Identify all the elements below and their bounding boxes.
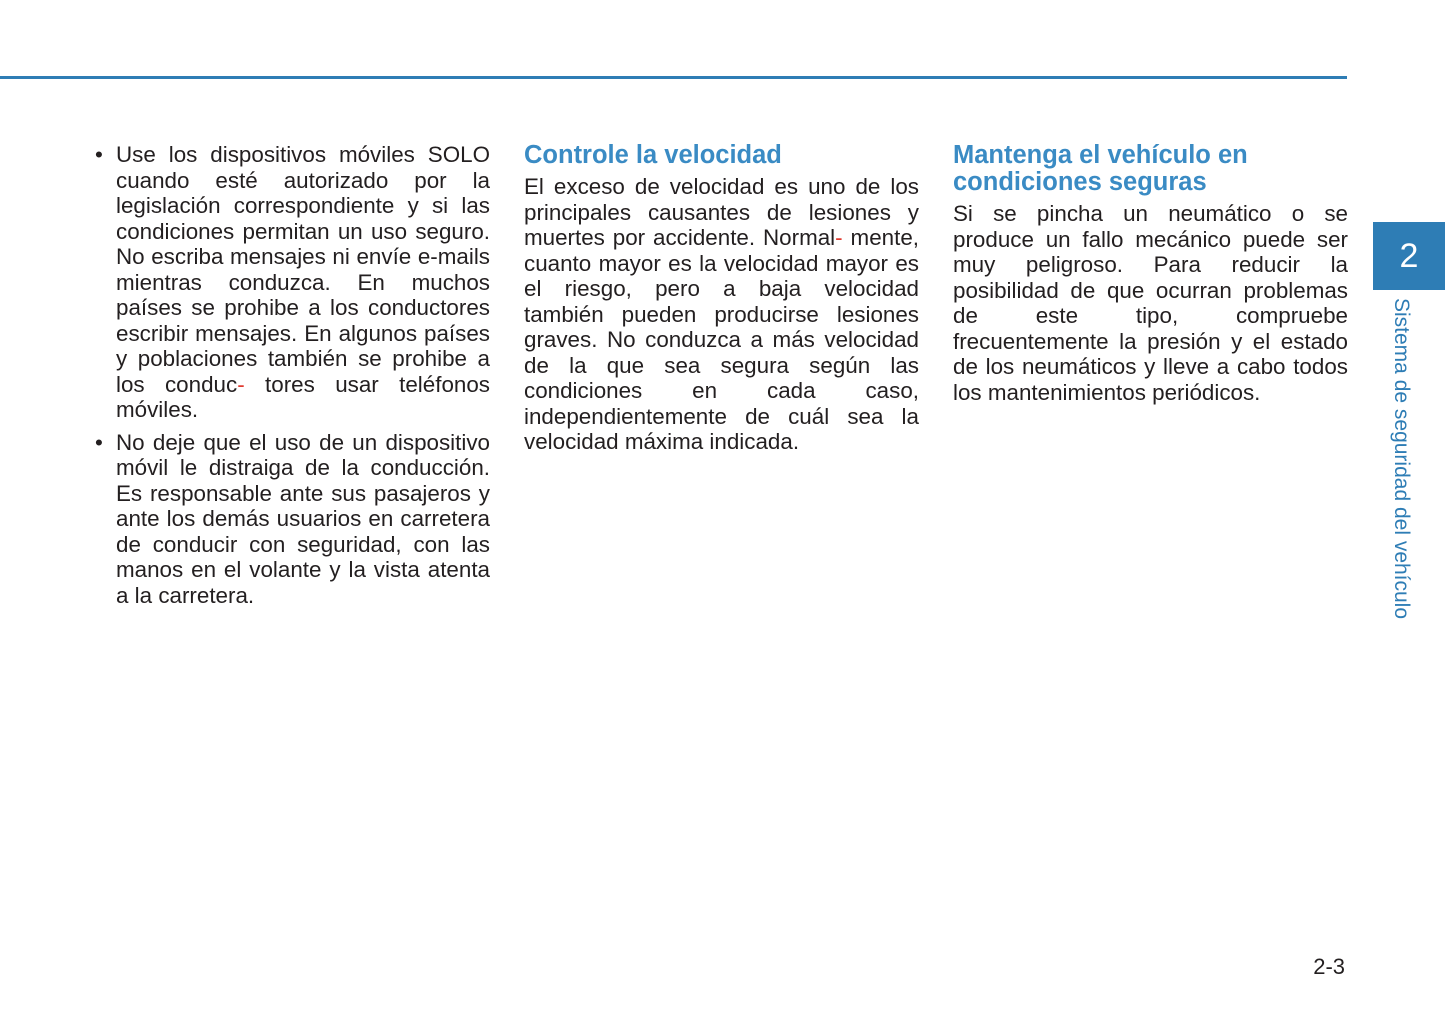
section-body-velocidad: El exceso de velocidad es uno de los principales causantes de lesiones y muertes por accidente. Normal- mente, cuanto mayor es la velocidad mayor es el riesgo, pero a baja velocidad también pueden producirse lesiones graves. No conduzca a más velocidad de la que sea segura según las condiciones en cada caso, independientemente de cuál sea la velocidad máxima indicada.: [524, 174, 919, 454]
section-body-vehiculo: Si se pincha un neumático o se produce un fallo mecánico puede ser muy peligroso. Para reducir la posibilidad de que ocurran problemas de este tipo, compruebe frecuentemente la presión y el estado de los neumáticos y lleve a cabo todos los mantenimientos periódicos.: [953, 201, 1348, 405]
bullet-text: No deje que el uso de un dispositivo móvil le distraiga de la conducción. Es responsable ante sus pasajeros y ante los demás usuarios en carretera de conducir con seguridad, con las manos en el volante y la vista atenta a la carretera.: [116, 429, 490, 608]
column-left: [95, 142, 490, 615]
column-right: [953, 142, 1348, 405]
chapter-number-tab: 2: [1373, 222, 1445, 290]
column-middle: [524, 142, 919, 455]
list-item: [95, 142, 490, 423]
list-item: [95, 430, 490, 609]
page-number: 2-3: [1313, 954, 1345, 979]
bullet-text: Use los dispositivos móviles SOLO cuando esté autorizado por la legislación correspondiente y si las condiciones permitan un uso seguro. No escriba mensajes ni envíe e-mails mientras conduzca. En muchos países se prohibe a los conductores escribir mensajes. En algunos países y poblaciones también se prohibe a los conduc- tores usar teléfonos móviles.: [116, 142, 490, 422]
bullet-icon: •: [95, 429, 103, 455]
header-rule: [0, 76, 1347, 79]
bullet-list: [95, 142, 490, 608]
bullet-icon: •: [95, 142, 103, 167]
section-heading-velocidad: Controle la velocidad: [524, 141, 782, 169]
section-heading-vehiculo: Mantenga el vehículo en condiciones seguras: [953, 141, 1248, 196]
chapter-title: Sistema de seguridad del vehículo: [1390, 298, 1413, 620]
